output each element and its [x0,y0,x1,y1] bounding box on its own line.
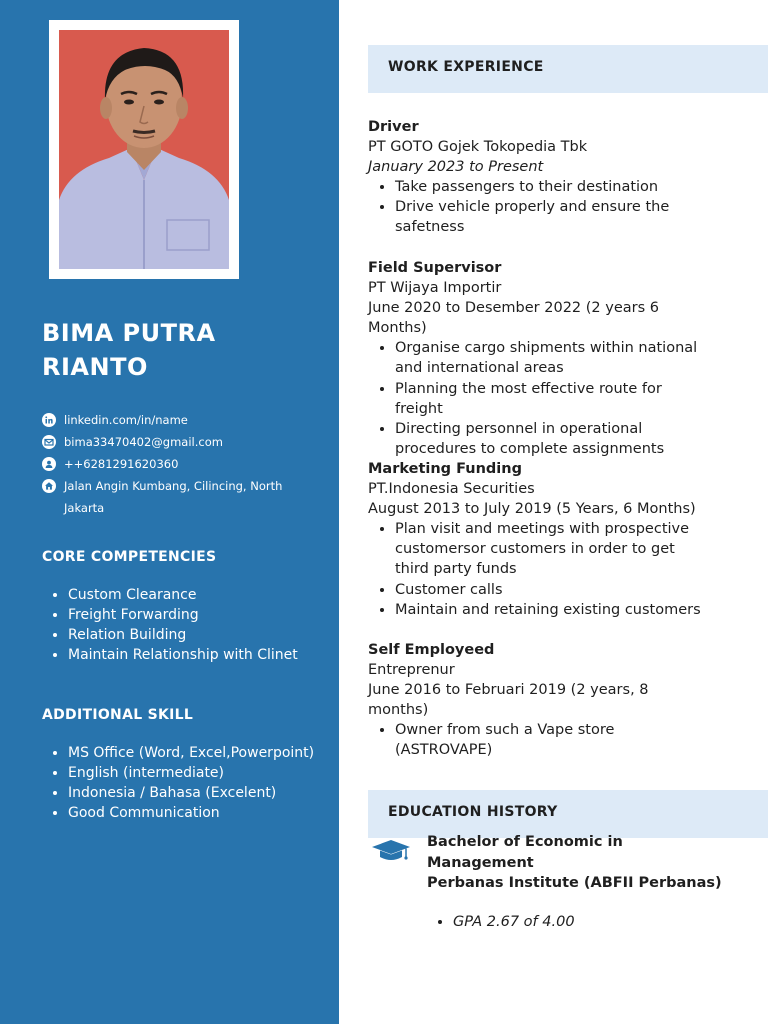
job-company: PT.Indonesia Securities [368,481,535,498]
job-entry-driver [368,117,708,238]
list-item: • Directing personnel in operational procedures to complete assignments [395,419,708,459]
list-item: • English (intermediate) [68,763,328,783]
job-company: PT GOTO Gojek Tokopedia Tbk [368,139,588,156]
job-entry-marketing-funding [368,459,708,620]
list-item: • Organise cargo shipments within national and international areas [395,338,708,378]
list-item: • Customer calls [395,580,708,600]
list-item: • Custom Clearance [68,585,328,605]
job-company: PT Wijaya Importir [368,280,502,297]
contact-email[interactable] [42,431,302,453]
list-item: • Planning the most effective route for freight [395,379,708,419]
job-title: Field Supervisor [368,260,502,276]
list-item: • Indonesia / Bahasa (Excelent) [68,783,328,803]
additional-skill-list [42,743,328,823]
job-title: Self Employeed [368,642,495,658]
email-icon [42,435,56,449]
job-bullets [368,177,708,237]
list-item: • Owner from such a Vape store (ASTROVAPE) [395,720,708,760]
profile-photo [59,30,229,269]
work-experience-heading: WORK EXPERIENCE [388,59,544,75]
profile-name: BIMA PUTRA RIANTO [42,319,216,381]
education-entry [427,832,727,894]
linkedin-text: linkedin.com/in/name [64,413,188,427]
email-text: bima33470402@gmail.com [64,435,223,449]
home-icon [42,479,56,493]
gpa: • GPA 2.67 of 4.00 [453,912,575,932]
list-item: • Good Communication [68,803,328,823]
list-item: • Maintain Relationship with Clinet [68,645,328,665]
sidebar [0,0,339,1024]
additional-skill-heading: ADDITIONAL SKILL [42,707,194,723]
contact-address [42,475,302,519]
degree: Bachelor of Economic in Management [427,834,623,871]
phone-icon [42,457,56,471]
address-text: Jalan Angin Kumbang, Cilincing, North Jakarta [64,479,283,515]
education-history-header [368,790,768,838]
job-bullets [368,338,708,459]
list-item: • Freight Forwarding [68,605,328,625]
education-history-heading: EDUCATION HISTORY [388,804,558,820]
job-company: Entreprenur [368,662,455,679]
phone-text: ++6281291620360 [64,457,179,471]
core-competencies-list [42,585,328,665]
profile-photo-frame [49,20,239,279]
job-title: Marketing Funding [368,461,522,477]
job-period: January 2023 to Present [368,159,544,176]
work-experience-header [368,45,768,93]
contact-linkedin[interactable] [42,409,302,431]
job-entry-field-supervisor [368,258,708,459]
list-item: • Take passengers to their destination [395,177,708,197]
job-bullets [368,720,708,760]
job-title: Driver [368,119,419,135]
list-item: • MS Office (Word, Excel,Powerpoint) [68,743,328,763]
job-entry-self-employed [368,640,708,761]
list-item: • Drive vehicle properly and ensure the safetness [395,197,708,237]
linkedin-icon [42,413,56,427]
graduation-cap-icon [371,838,411,868]
school: Perbanas Institute (ABFII Perbanas) [427,875,722,891]
list-item: • Maintain and retaining existing customers [395,600,708,620]
job-period: August 2013 to July 2019 (5 Years, 6 Months) [368,501,696,518]
list-item: • Relation Building [68,625,328,645]
job-bullets [368,519,708,619]
core-competencies-heading: CORE COMPETENCIES [42,549,217,565]
job-period: June 2020 to Desember 2022 (2 years 6 Months) [368,300,659,337]
education-bullets [427,912,575,932]
list-item: • Plan visit and meetings with prospective customersor customers in order to get third party funds [395,519,708,579]
contact-phone[interactable] [42,453,302,475]
job-period: June 2016 to Februari 2019 (2 years, 8 months) [368,682,649,719]
